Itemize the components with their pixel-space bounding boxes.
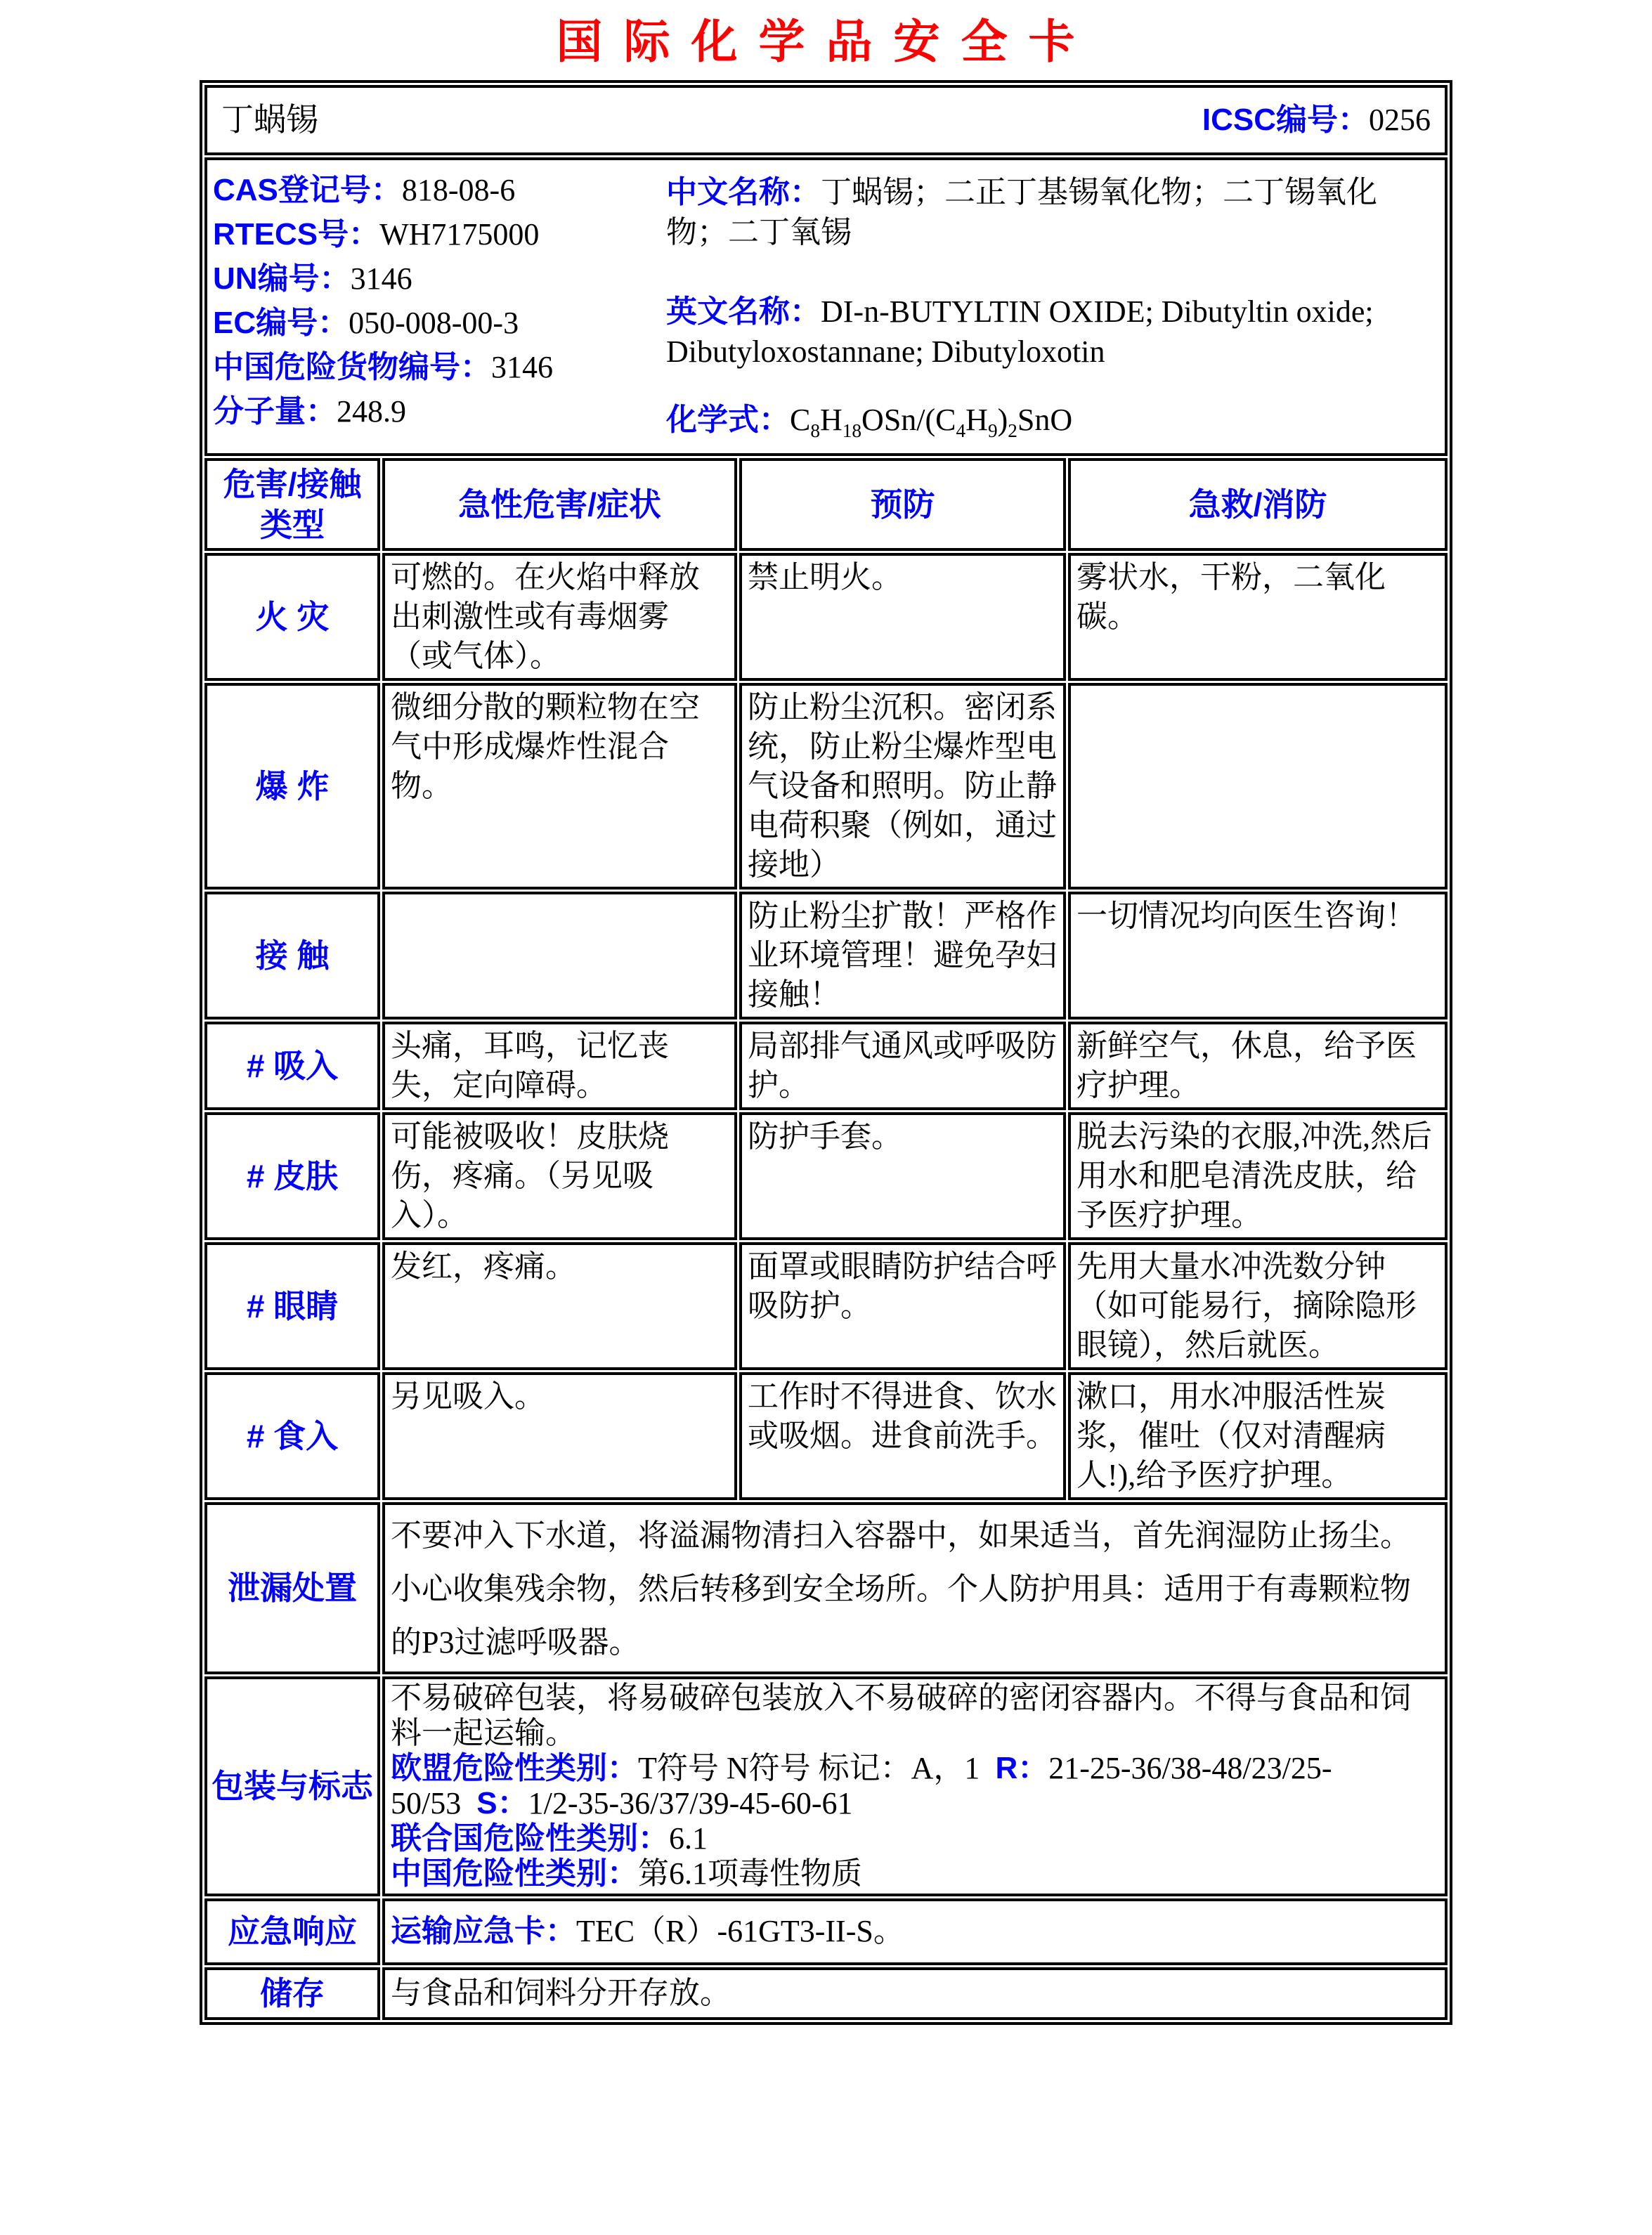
eyes-label: # 眼睛: [204, 1242, 380, 1370]
spill-disposal-row: [204, 1502, 1448, 1674]
explosion-label: 爆 炸: [204, 683, 380, 890]
exposure-label: 接 触: [204, 892, 380, 1019]
emergency-response-row: [204, 1898, 1448, 1965]
ingestion-symptoms: 另见吸入。: [382, 1372, 737, 1500]
cn-classification-line: [391, 1856, 1439, 1891]
storage-row: [204, 1967, 1448, 2020]
storage-label: 储存: [204, 1967, 380, 2020]
eu-class-value: T符号 N符号 标记：A，1: [638, 1750, 980, 1785]
molecular-weight-label: 分子量：: [213, 394, 337, 429]
ingestion-prevention: 工作时不得进食、饮水或吸烟。进食前洗手。: [739, 1372, 1066, 1500]
english-name-label: 英文名称：: [666, 294, 821, 329]
column-header-symptoms: 急性危害/症状: [382, 458, 737, 551]
un-class-label: 联合国危险性类别：: [391, 1820, 669, 1856]
hazard-row-exposure: [204, 892, 1448, 1019]
un-number-line: [213, 256, 666, 301]
chinese-name-line: [666, 172, 1383, 252]
substance-name: 丁蜗锡: [221, 102, 318, 138]
chemical-formula-value: $C_8H_{18}OSn/(C_4H_9)_2SnO$: [790, 403, 1073, 441]
explosion-prevention: 防止粉尘沉积。密闭系统，防止粉尘爆炸型电气设备和照明。防止静电荷积聚（例如，通过接地）: [739, 683, 1066, 890]
exposure-prevention: 防止粉尘扩散！严格作业环境管理！避免孕妇接触！: [739, 892, 1066, 1019]
un-class-value: 6.1: [669, 1820, 708, 1856]
inhalation-symptoms: 头痛，耳鸣，记忆丧失，定向障碍。: [382, 1022, 737, 1110]
icsc-number-value: 0256: [1369, 103, 1431, 137]
skin-symptoms: 可能被吸收！皮肤烧伤，疼痛。（另见吸入）。: [382, 1112, 737, 1240]
column-header-first-aid: 急救/消防: [1068, 458, 1448, 551]
china-dg-number-line: [213, 345, 666, 389]
hazard-row-fire: [204, 553, 1448, 681]
hazard-table-header-row: [204, 458, 1448, 551]
chinese-name-value: 丁蜗锡；二正丁基锡氧化物；二丁锡氧化物；二丁氧锡: [666, 175, 1377, 249]
ec-label: EC编号：: [213, 306, 349, 340]
fire-first-aid: 雾状水，干粉，二氧化碳。: [1068, 553, 1448, 681]
eu-class-label: 欧盟危险性类别：: [391, 1750, 638, 1785]
card-header-row: [204, 85, 1448, 155]
names-block: [666, 168, 1383, 451]
inhalation-first-aid: 新鲜空气，休息，给予医疗护理。: [1068, 1022, 1448, 1110]
cn-class-value: 第6.1项毒性物质: [638, 1856, 862, 1891]
exposure-first-aid: 一切情况均向医生咨询！: [1068, 892, 1448, 1019]
packaging-labelling-cell: [382, 1676, 1448, 1896]
transport-card-value: TEC（R）-61GT3-II-S。: [576, 1914, 904, 1949]
molecular-weight-value: 248.9: [337, 394, 406, 429]
fire-prevention: 禁止明火。: [739, 553, 1066, 681]
skin-prevention: 防护手套。: [739, 1112, 1066, 1240]
chemical-formula-label: 化学式：: [666, 403, 790, 437]
explosion-first-aid: [1068, 683, 1448, 890]
inhalation-label: # 吸入: [204, 1022, 380, 1110]
english-name-value: DI-n-BUTYLTIN OXIDE; Dibutyltin oxide; Dibutyloxostannane; Dibutyloxotin: [666, 294, 1374, 369]
eyes-first-aid: 先用大量水冲洗数分钟（如可能易行，摘除隐形眼镜），然后就医。: [1068, 1242, 1448, 1370]
icsc-card-table: [200, 80, 1452, 2025]
page-title: 国际化学品安全卡: [556, 15, 1096, 67]
eu-classification-line: [391, 1751, 1439, 1821]
identification-row: [204, 157, 1448, 456]
cas-value: 818-08-6: [401, 173, 516, 207]
rtecs-label: RTECS号：: [213, 217, 380, 252]
card-header-cell: [204, 85, 1448, 155]
ingestion-first-aid: 漱口，用水冲服活性炭浆，催吐（仅对清醒病人!),给予医疗护理。: [1068, 1372, 1448, 1500]
un-label: UN编号：: [213, 261, 351, 296]
s-phrases-label: S：: [476, 1785, 528, 1820]
spill-disposal-text: 不要冲入下水道，将溢漏物清扫入容器中，如果适当，首先润湿防止扬尘。小心收集残余物，然后转移到安全场所。个人防护用具：适用于有毒颗粒物的P3过滤呼吸器。: [382, 1502, 1448, 1674]
chemical-formula-line: [666, 400, 1383, 451]
eyes-prevention: 面罩或眼睛防护结合呼吸防护。: [739, 1242, 1066, 1370]
packaging-labelling-row: [204, 1676, 1448, 1896]
ec-value: 050-008-00-3: [349, 306, 519, 340]
spill-disposal-label: 泄漏处置: [204, 1502, 380, 1674]
hazard-row-eyes: [204, 1242, 1448, 1370]
rtecs-value: WH7175000: [379, 217, 540, 252]
icsc-number-group: [1202, 100, 1431, 140]
ingestion-label: # 食入: [204, 1372, 380, 1500]
r-phrases-value: 21-25-36/38-48/23/25-50/53: [391, 1750, 1332, 1820]
identifier-list: [213, 168, 666, 451]
eyes-symptoms: 发红，疼痛。: [382, 1242, 737, 1370]
s-phrases-value: 1/2-35-36/37/39-45-60-61: [528, 1785, 853, 1820]
cas-number-line: [213, 168, 666, 212]
hazard-row-skin: [204, 1112, 1448, 1240]
column-header-hazard-type: 危害/接触类型: [204, 458, 380, 551]
hazard-row-ingestion: [204, 1372, 1448, 1500]
exposure-symptoms: [382, 892, 737, 1019]
english-name-line: [666, 292, 1383, 372]
cas-label: CAS登记号：: [213, 173, 402, 207]
identification-cell: [204, 157, 1448, 456]
ec-number-line: [213, 301, 666, 345]
explosion-symptoms: 微细分散的颗粒物在空气中形成爆炸性混合物。: [382, 683, 737, 890]
skin-label: # 皮肤: [204, 1112, 380, 1240]
cn-class-label: 中国危险性类别：: [391, 1856, 638, 1891]
molecular-weight-line: [213, 389, 666, 434]
china-dg-label: 中国危险货物编号：: [213, 350, 491, 384]
hazard-row-inhalation: [204, 1022, 1448, 1110]
emergency-response-cell: [382, 1898, 1448, 1965]
rtecs-number-line: [213, 212, 666, 256]
emergency-response-label: 应急响应: [204, 1898, 380, 1965]
packaging-labelling-label: 包装与标志: [204, 1676, 380, 1896]
packaging-transport-text: 不易破碎包装，将易破碎包装放入不易破碎的密闭容器内。不得与食品和饲料一起运输。: [391, 1680, 1411, 1750]
inhalation-prevention: 局部排气通风或呼吸防护。: [739, 1022, 1066, 1110]
skin-first-aid: 脱去污染的衣服,冲洗,然后用水和肥皂清洗皮肤，给予医疗护理。: [1068, 1112, 1448, 1240]
r-phrases-label: R：: [995, 1750, 1049, 1785]
column-header-prevention: 预防: [739, 458, 1066, 551]
transport-card-label: 运输应急卡：: [391, 1914, 576, 1949]
icsc-number-label: ICSC编号：: [1202, 103, 1369, 137]
china-dg-value: 3146: [491, 350, 553, 384]
chinese-name-label: 中文名称：: [666, 175, 821, 209]
hazard-row-explosion: [204, 683, 1448, 890]
un-classification-line: [391, 1821, 1439, 1856]
fire-label: 火 灾: [204, 553, 380, 681]
un-value: 3146: [350, 261, 412, 296]
storage-text: 与食品和饲料分开存放。: [382, 1967, 1448, 2020]
fire-symptoms: 可燃的。在火焰中释放出刺激性或有毒烟雾（或气体）。: [382, 553, 737, 681]
